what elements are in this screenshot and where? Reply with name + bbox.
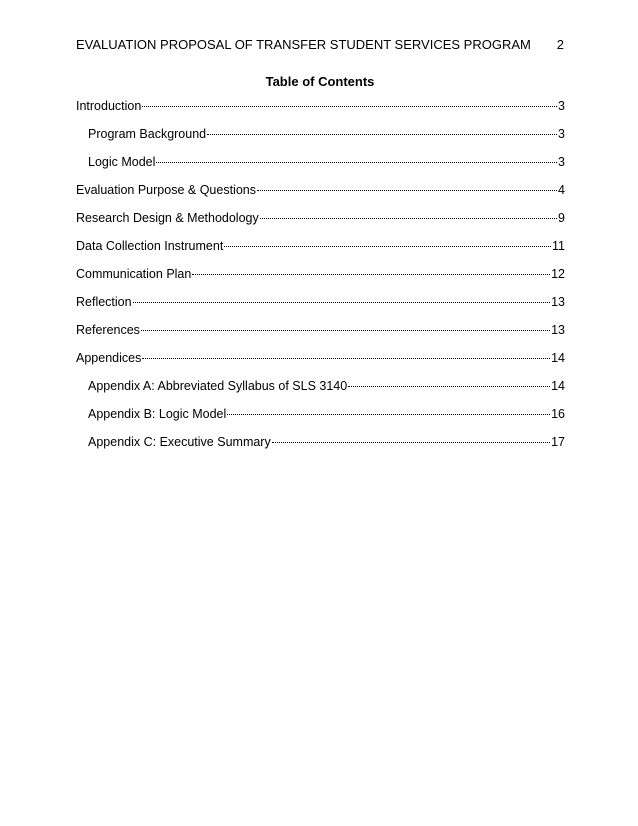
dot-leader xyxy=(272,442,550,443)
dot-leader xyxy=(207,134,557,135)
toc-entry-label: Evaluation Purpose & Questions xyxy=(76,183,256,197)
toc-entry-introduction[interactable] xyxy=(76,98,565,126)
toc-entry-label: Logic Model xyxy=(88,155,156,169)
toc-entry-page: 13 xyxy=(551,295,565,309)
toc-entry-label: Appendix C: Executive Summary xyxy=(88,435,271,449)
toc-entry-research-design[interactable] xyxy=(76,210,565,238)
dot-leader xyxy=(192,274,550,275)
toc-entry-appendix-a[interactable] xyxy=(76,378,565,406)
toc-entry-page: 9 xyxy=(558,211,565,225)
dot-leader xyxy=(260,218,557,219)
toc-entry-page: 3 xyxy=(558,155,565,169)
toc-entry-page: 13 xyxy=(551,323,565,337)
toc-entry-communication-plan[interactable] xyxy=(76,266,565,294)
dot-leader xyxy=(224,246,551,247)
toc-entry-references[interactable] xyxy=(76,322,565,350)
toc-entry-label: References xyxy=(76,323,140,337)
toc-entry-evaluation-purpose[interactable] xyxy=(76,182,565,210)
page-number: 2 xyxy=(556,37,564,52)
toc-entry-page: 12 xyxy=(551,267,565,281)
toc-title: Table of Contents xyxy=(265,74,375,89)
dot-leader xyxy=(133,302,551,303)
dot-leader xyxy=(142,358,550,359)
running-title: EVALUATION PROPOSAL OF TRANSFER STUDENT SERVICES PROGRAM xyxy=(76,37,531,52)
toc-entry-label: Appendix A: Abbreviated Syllabus of SLS 3140 xyxy=(88,379,348,393)
toc-entry-appendices[interactable] xyxy=(76,350,565,378)
toc-entry-program-background[interactable] xyxy=(76,126,565,154)
toc-entry-page: 14 xyxy=(551,351,565,365)
toc-entry-label: Research Design & Methodology xyxy=(76,211,259,225)
toc-entry-label: Program Background xyxy=(88,127,207,141)
toc-entry-page: 17 xyxy=(551,435,565,449)
toc-entry-page: 11 xyxy=(552,239,565,253)
running-header xyxy=(76,37,564,53)
toc-entry-label: Appendices xyxy=(76,351,142,365)
toc-entry-label: Introduction xyxy=(76,99,142,113)
toc-entry-page: 3 xyxy=(558,99,565,113)
toc-entry-label: Data Collection Instrument xyxy=(76,239,224,253)
toc-entry-appendix-b[interactable] xyxy=(76,406,565,434)
toc-entry-page: 4 xyxy=(558,183,565,197)
dot-leader xyxy=(156,162,557,163)
toc-entry-logic-model[interactable] xyxy=(76,154,565,182)
toc-entry-data-collection[interactable] xyxy=(76,238,565,266)
toc-entry-page: 14 xyxy=(551,379,565,393)
toc-entry-label: Reflection xyxy=(76,295,132,309)
dot-leader xyxy=(141,330,550,331)
dot-leader xyxy=(142,106,557,107)
toc-entry-appendix-c[interactable] xyxy=(76,434,565,461)
dot-leader xyxy=(227,414,550,415)
toc-entry-page: 3 xyxy=(558,127,565,141)
toc-entry-reflection[interactable] xyxy=(76,294,565,322)
table-of-contents xyxy=(76,98,565,461)
toc-entry-label: Appendix B: Logic Model xyxy=(88,407,227,421)
toc-entry-label: Communication Plan xyxy=(76,267,192,281)
dot-leader xyxy=(348,386,550,387)
toc-entry-page: 16 xyxy=(551,407,565,421)
dot-leader xyxy=(257,190,557,191)
